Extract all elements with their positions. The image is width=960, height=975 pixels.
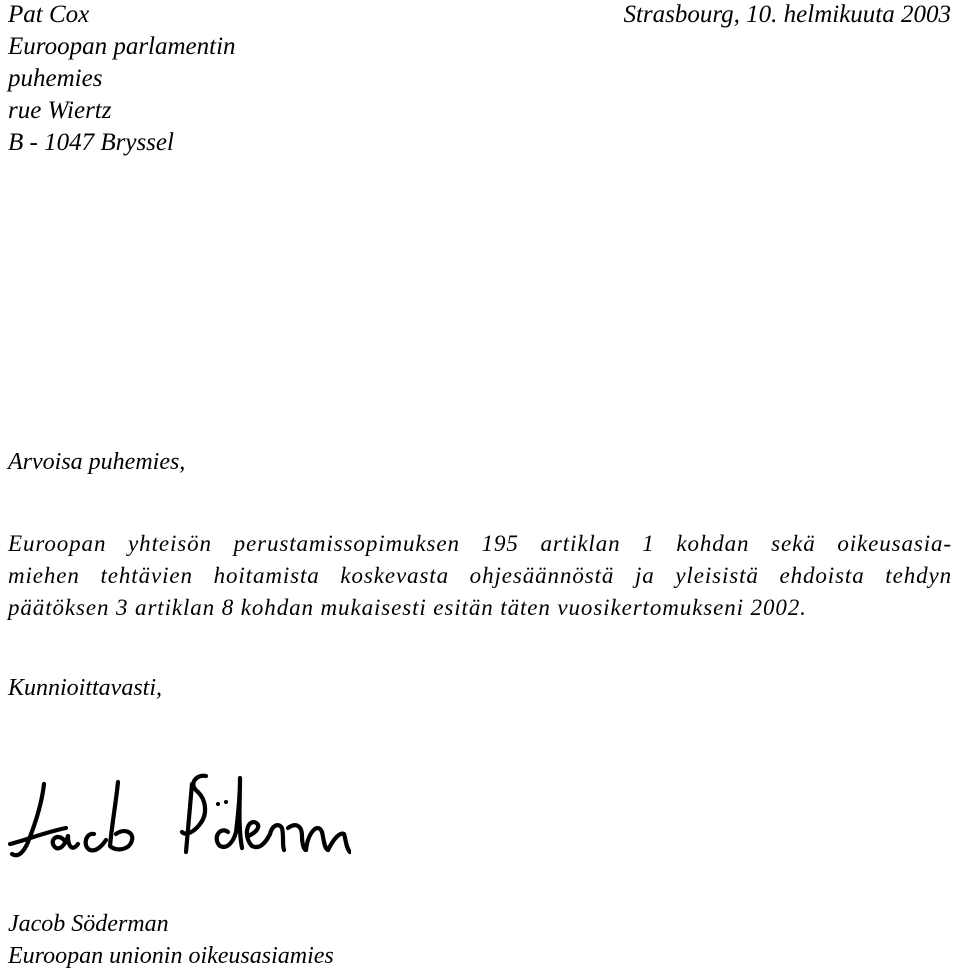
body-line: miehen tehtävien hoitamista koskevasta ohjesäännöstä ja yleisistä ehdoista tehdyn (8, 563, 952, 588)
closing: Kunnioittavasti, (8, 675, 163, 701)
recipient-name: Pat Cox (8, 1, 90, 28)
recipient-address (8, 0, 236, 159)
letter-date: Strasbourg, 10. helmikuuta 2003 (623, 1, 951, 28)
body-line: Euroopan yhteisön perustamissopimuksen 195 artiklan 1 kohdan sekä oikeusasia- (8, 531, 952, 556)
recipient-role: puhemies (8, 65, 103, 92)
signer-block (8, 908, 334, 972)
handwritten-signature-icon (6, 762, 351, 867)
letter-body (8, 528, 952, 624)
recipient-city: B - 1047 Bryssel (8, 129, 174, 156)
salutation: Arvoisa puhemies, (8, 449, 186, 475)
body-line: päätöksen 3 artiklan 8 kohdan mukaisesti esitän täten vuosikertomukseni 2002. (8, 595, 807, 620)
signer-name: Jacob Söderman (8, 911, 169, 937)
recipient-street: rue Wiertz (8, 97, 112, 124)
signer-title: Euroopan unionin oikeusasiamies (8, 943, 334, 969)
recipient-organization: Euroopan parlamentin (8, 33, 236, 60)
